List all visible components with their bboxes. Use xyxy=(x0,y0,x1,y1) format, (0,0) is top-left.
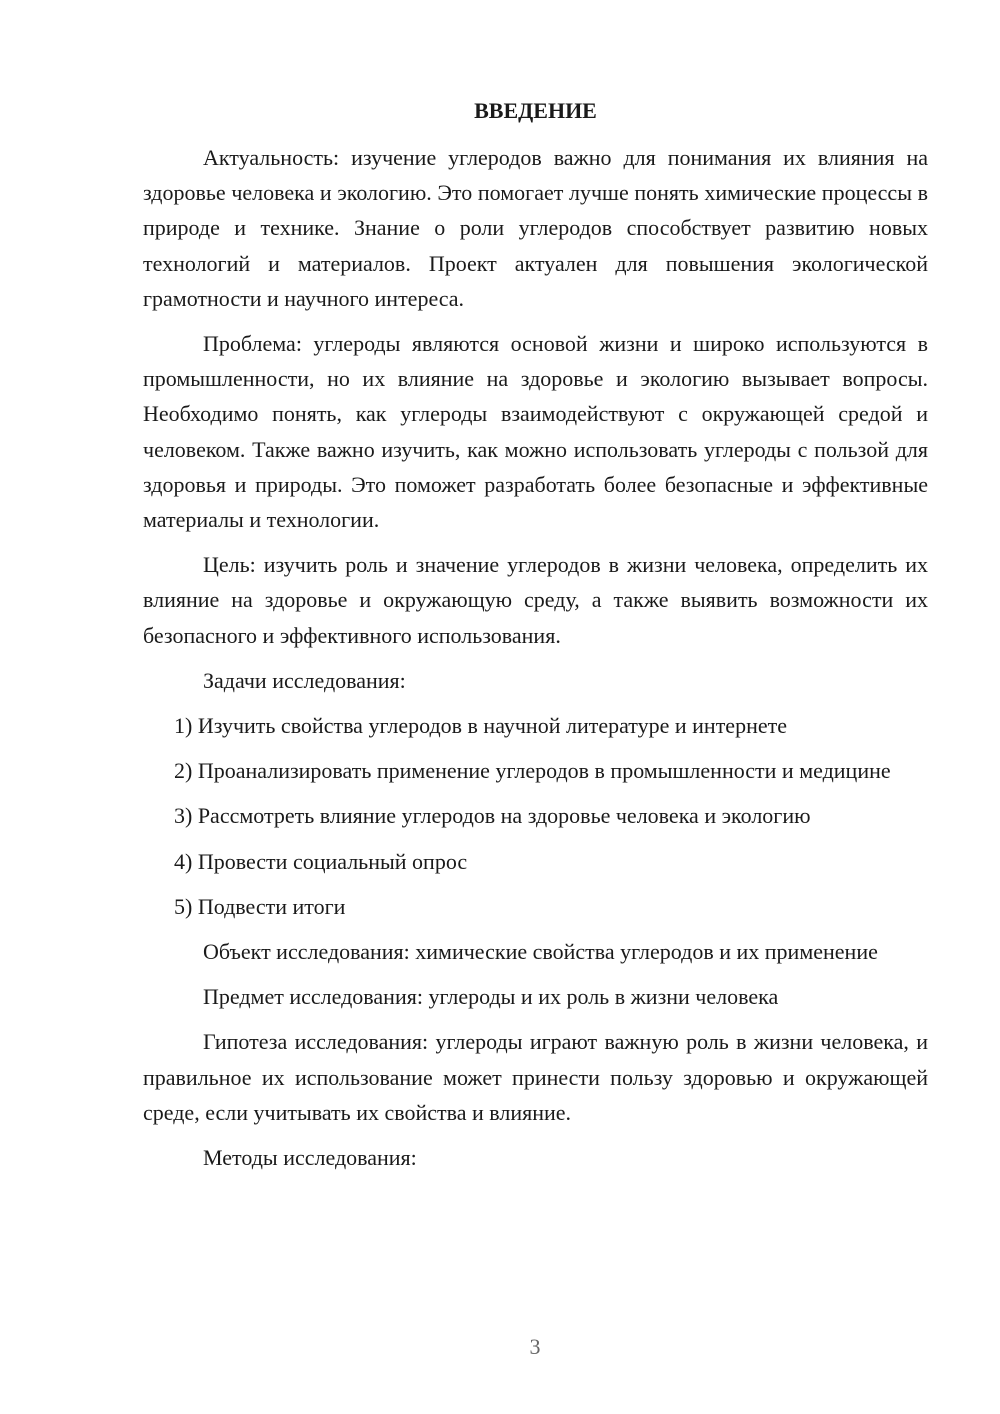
paragraph-hypothesis: Гипотеза исследования: углероды играют важную роль в жизни человека, и правильное их использование может принести пользу здоровью и окружающей среде, если учитывать их свойства и влияние. xyxy=(143,1029,928,1125)
page-content xyxy=(143,96,928,1175)
methods-heading: Методы исследования: xyxy=(203,1145,417,1171)
paragraph-subject: Предмет исследования: углероды и их роль в жизни человека xyxy=(203,984,779,1010)
paragraph-relevance: Актуальность: изучение углеродов важно для понимания их влияния на здоровье человека и экологию. Это помогает лучше понять химические процессы в природе и технике. Знание о роли углеродов способствует развитию новых технологий и материалов. Проект актуален для повышения экологической грамотности и научного интереса. xyxy=(143,145,928,311)
page-number: 3 xyxy=(529,1334,541,1359)
tasks-heading: Задачи исследования: xyxy=(203,667,406,693)
task-item-2: 2) Проанализировать применение углеродов в промышленности и медицине xyxy=(174,758,891,784)
task-item-5: 5) Подвести итоги xyxy=(174,893,346,919)
page-title: ВВЕДЕНИЕ xyxy=(474,98,597,123)
task-item-3: 3) Рассмотреть влияние углеродов на здоровье человека и экологию xyxy=(174,803,811,829)
task-item-1: 1) Изучить свойства углеродов в научной литературе и интернете xyxy=(174,713,787,739)
paragraph-problem: Проблема: углероды являются основой жизни и широко используются в промышленности, но их влияние на здоровье и экологию вызывает вопросы. Необходимо понять, как углероды взаимодействуют с окружающей средой и человеком. Также важно изучить, как можно использовать углероды с пользой для здоровья и природы. Это поможет разработать более безопасные и эффективные материалы и технологии. xyxy=(143,331,928,533)
paragraph-object: Объект исследования: химические свойства углеродов и их применение xyxy=(203,939,878,965)
paragraph-goal: Цель: изучить роль и значение углеродов в жизни человека, определить их влияние на здоровье и окружающую среду, а также выявить возможности их безопасного и эффективного использования. xyxy=(143,552,928,648)
task-item-4: 4) Провести социальный опрос xyxy=(174,848,468,874)
